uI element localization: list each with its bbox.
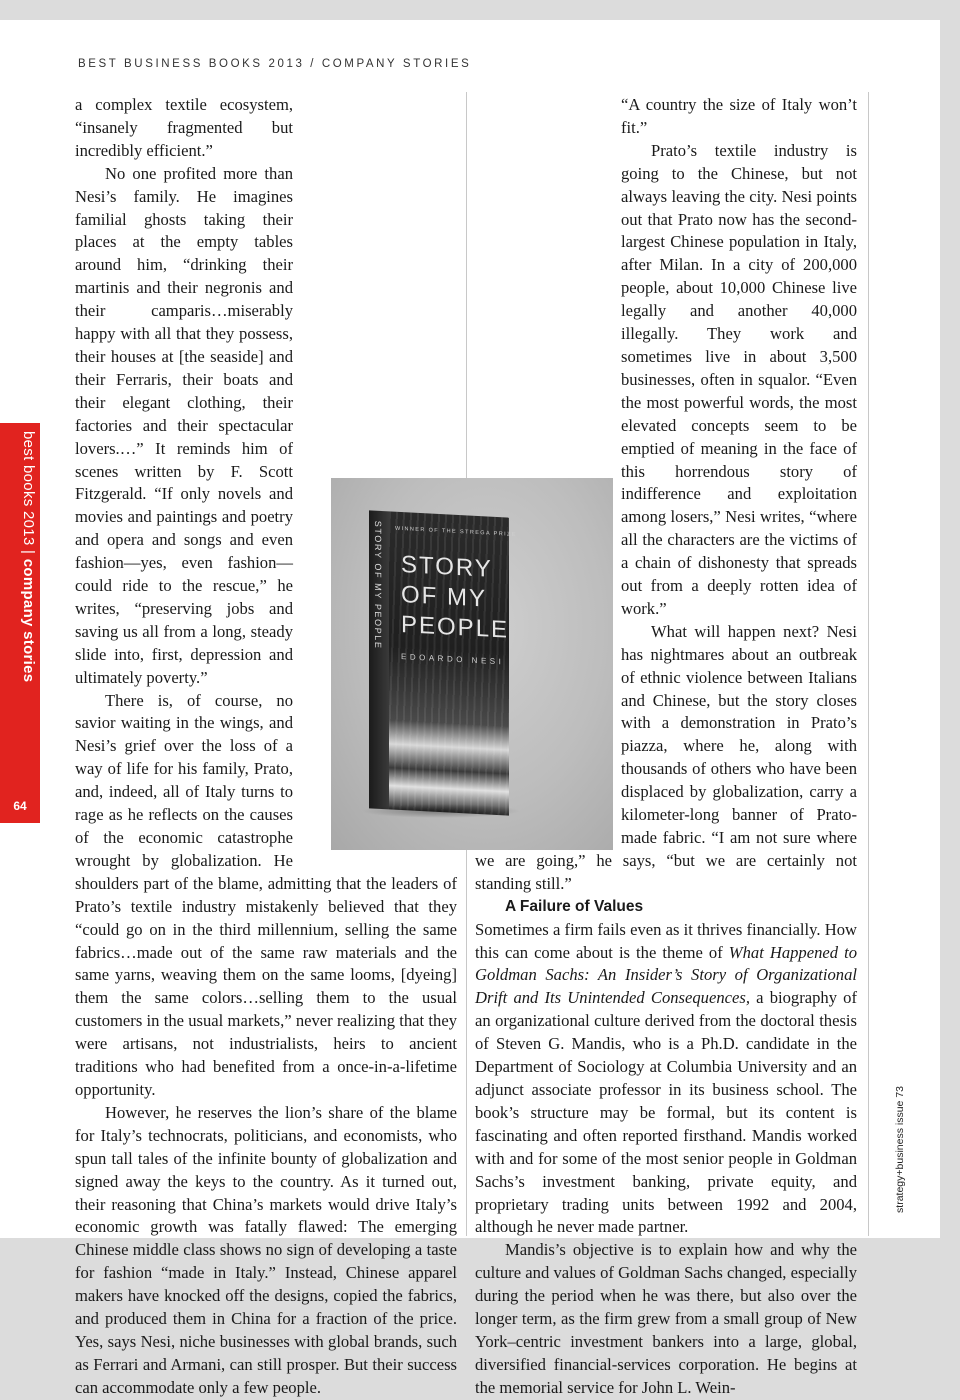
paragraph: However, he reserves the lion’s share of the blame for Italy’s technocrats, politicians, and economists, who spun tall tales of the infinite bounty of globalization and signed away the keys to the country. As it turned out, their reasoning that China’s markets would drive Italy’s economic growth was fatally flawed: The emerging Chinese middle class shows no sign of developing a taste for fashion “made in Italy.” Instead, Chinese apparel makers have knocked off the designs, copied the fabrics, and produced them in China for a fraction of the price. Yes, says Nesi, niche businesses with global brands, such as Ferrari and Armani, can still prosper. But their success can accommodate only a few people. bbox=[75, 1102, 457, 1397]
paragraph: a complex textile ecosystem, “insanely fragmented but incredibly efficient.” bbox=[75, 95, 293, 160]
cover-title-line: STORY bbox=[401, 551, 493, 583]
paragraph: “A country the size of Italy won’t fit.” bbox=[621, 95, 857, 137]
folio: strategy+business issue 73 bbox=[894, 1086, 906, 1213]
side-tab-label bbox=[20, 431, 37, 682]
book-title: What Happened to Goldman Sachs: An Insider’s Story of Organizational Drift and Its Unintended Consequences, bbox=[475, 942, 857, 1008]
book-spine bbox=[369, 510, 389, 809]
cover-title-line: OF MY bbox=[401, 581, 487, 613]
paragraph: There is, of course, no savior waiting in the wings, and Nesi’s grief over the loss of a way of life for his family, Prato, and, indeed, all of Italy turns to rage as he reflects on the causes of the economic catastrophe wrought by globalization. He shoulders part of the blame, admitting that the leaders of Prato’s textile industry mistakenly believed that they “could go on in the third millennium, selling the same fabrics…made out of the same raw materials and the same yarns, weaving them on the same looms, [dyeing] them the same colors…selling them to the usual customers in the usual markets,” never realizing that they were artisans, not industrialists, heirs to ancient traditions who had benefited from a once-in-a-lifetime opportunity. bbox=[75, 690, 457, 1099]
text-run: Sometimes a firm fails even as it thrives financially. How this can come about is the theme of bbox=[475, 919, 857, 962]
section-side-tab bbox=[0, 423, 40, 823]
book-spine-text: STORY OF MY PEOPLE bbox=[373, 520, 383, 650]
text-run: a biography of an organizational culture derived from the doctoral thesis of Steven G. Mandis, who is a Ph.D. candidate in the Department of Sociology at Columbia University and an adjunct associate professor in its business school. The book’s structure may be formal, but its content is fascinating and often reported firsthand. Mandis worked with and for some of the most senior people in Goldman Sachs’s investment banking, private equity, and proprietary trading units between 1992 and 2004, although he never made partner. bbox=[475, 988, 857, 1237]
gutter-rule bbox=[868, 92, 869, 1236]
magazine-page bbox=[0, 20, 940, 1397]
book-cover-photo bbox=[331, 478, 613, 850]
paragraph: Prato’s textile industry is going to the Chinese, but not always leaving the city. Nesi points out that Prato now has the second-largest Chinese population in Italy, after Milan. In a city of 200,000 people, about 10,000 Chinese live legally and another 40,000 illegally. They work and sometimes live in about 3,500 businesses, often in squalor. “Even the most powerful words, the most elevated concepts seem to be emptied of meaning in the face of this horrendous story of indifference and exploitation among losers,” Nesi writes, “where all the characters are the victims of a chain of dishonesty that spreads out from a deeply rotten idea of work.” bbox=[621, 140, 857, 618]
side-tab-label-thin: best books 2013 | bbox=[20, 431, 37, 555]
cover-title bbox=[401, 550, 510, 645]
running-head: BEST BUSINESS BOOKS 2013 / COMPANY STORIES bbox=[78, 58, 472, 70]
section-heading: A Failure of Values bbox=[505, 897, 644, 915]
cover-author: EDOARDO NESI bbox=[401, 652, 505, 667]
paragraph: Mandis’s objective is to explain how and why the culture and values of Goldman Sachs changed, especially during the period when he was there, but also over the longer term, as the firm grew from a small group of New York–centric investment bankers into a large, global, diversified financial-services corporation. He begins at the memorial service for John L. Wein- bbox=[475, 1240, 857, 1397]
book bbox=[369, 510, 517, 815]
paragraph bbox=[475, 919, 857, 1240]
cover-title-line: PEOPLE bbox=[401, 611, 510, 644]
page-number: 64 bbox=[13, 799, 27, 813]
book-shadow bbox=[361, 804, 521, 818]
book-front-cover bbox=[389, 511, 517, 815]
paragraph: No one profited more than Nesi’s family. He imagines familial ghosts taking their places at the empty tables around him, “drinking their martinis and their negronis and their camparis…miserably happy with all that they possess, their houses at [the seaside] and their Ferraris, their boats and their elegant clothing, their factories and their spectacular lovers.…” It reminds him of scenes written by F. Scott Fitzgerald. “If only novels and movies and paintings and poetry and opera and songs and even fashion—yes, even fashion—could ride to the rescue,” he writes, “preserving jobs and saving us all from a long, steady slide into, first, depression and ultimately poverty.” bbox=[75, 163, 293, 687]
cover-prize-line: WINNER OF THE STREGA PRIZE bbox=[395, 525, 517, 539]
side-tab-label-bold: company stories bbox=[20, 558, 37, 683]
paragraph: What will happen next? Nesi has nightmares about an outbreak of ethnic violence between Italians and Chinese, but the story closes with a demonstration in Prato’s piazza, where he, along with thousands of others who have been displaced by globalization, carry a kilometer-long banner of Prato-made fabric. “I am not sure where we are going,” he says, “but we are certainly not standing still.” bbox=[475, 621, 857, 893]
